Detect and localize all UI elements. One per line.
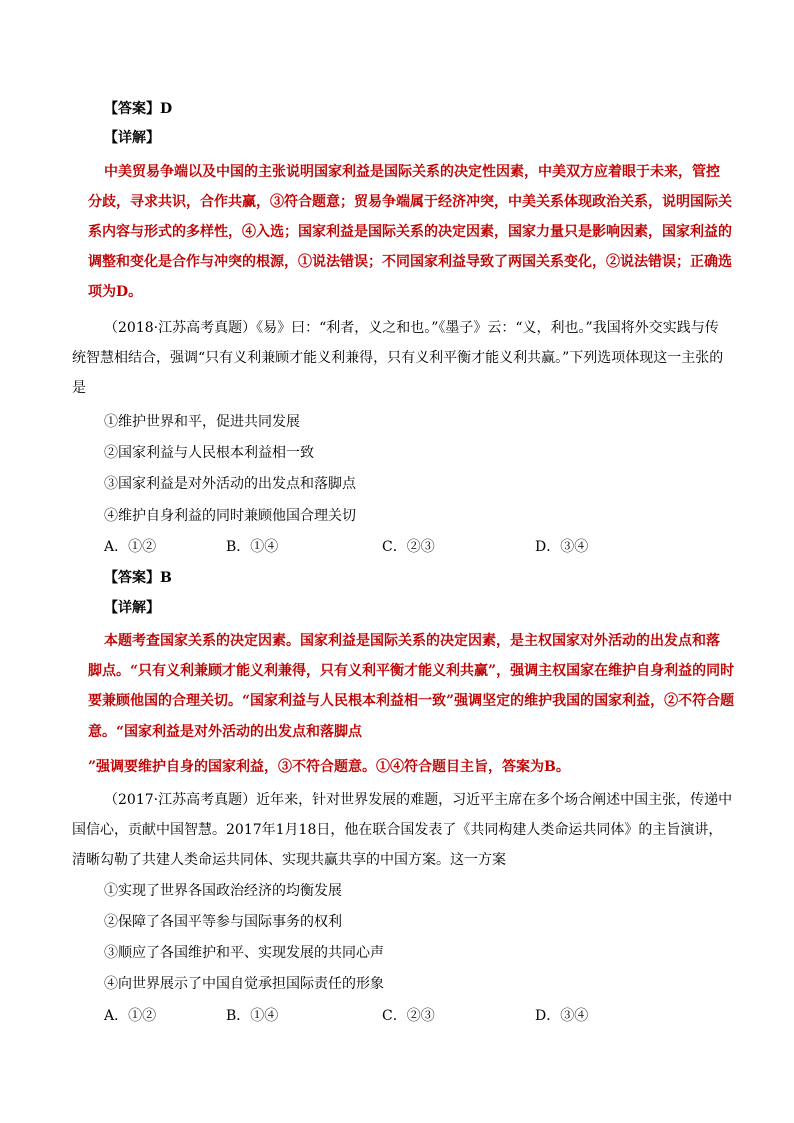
option-c: C．②③	[382, 1008, 435, 1024]
option-b: B．①④	[226, 539, 279, 555]
option-a: A．①②	[104, 539, 157, 555]
option-c: C．②③	[382, 539, 435, 555]
question-item: ②保障了各国平等参与国际事务的权利	[104, 914, 342, 930]
question-stem-line: （2017·江苏高考真题）近年来，针对世界发展的难题，习近平主席在多个场合阐述中国主张，传递中	[104, 792, 733, 808]
answer-line-1	[104, 99, 172, 119]
question-stem-line: 国信心，贡献中国智慧。2017年1月18日，他在联合国发表了《共同构建人类命运共同体》的主旨演讲，	[72, 822, 723, 838]
detail-line: 本题考查国家关系的决定因素。国家利益是国际关系的决定因素，是主权国家对外活动的出发点和落	[104, 633, 720, 649]
answer-line-2	[104, 568, 172, 588]
question-stem-line: 清晰勾勒了共建人类命运共同体、实现共赢共享的中国方案。这一方案	[72, 852, 506, 868]
question-item: ②国家利益与人民根本利益相一致	[104, 445, 314, 461]
answer-value: D	[160, 101, 173, 117]
detail-line: 项为D。	[88, 284, 143, 300]
question-item: ①维护世界和平，促进共同发展	[104, 414, 300, 430]
question-stem-line: 是	[72, 380, 86, 396]
question-item: ③顺应了各国维护和平、实现发展的共同心声	[104, 945, 384, 961]
detail-line: 调整和变化是合作与冲突的根源，①说法错误；不同国家利益导致了两国关系变化，②说法错误；正确选	[88, 254, 732, 270]
detail-line: 意。“国家利益是对外活动的出发点和落脚点	[88, 724, 363, 740]
question-item: ③国家利益是对外活动的出发点和落脚点	[104, 476, 356, 492]
answer-value: B	[160, 570, 172, 586]
detail-line: ”强调要维护自身的国家利益，③不符合题意。①④符合题目主旨，答案为B。	[88, 759, 570, 775]
detail-line: 分歧，寻求共识，合作共赢，③符合题意；贸易争端属于经济冲突，中美关系体现政治关系，说明国际关	[88, 194, 732, 210]
answer-label: 【答案】	[104, 101, 160, 117]
option-d: D．③④	[535, 1008, 589, 1024]
detail-line: 系内容与形式的多样性，④入选；国家利益是国际关系的决定因素，国家力量只是影响因素，国家利益的	[88, 224, 732, 240]
detail-line: 要兼顾他国的合理关切。“国家利益与人民根本利益相一致”强调坚定的维护我国的国家利益，②不符合题	[88, 693, 735, 709]
detail-label: 【详解】	[104, 600, 160, 616]
detail-line: 脚点。“只有义利兼顾才能义利兼得，只有义利平衡才能义利共赢”，强调主权国家在维护自身利益的同时	[88, 663, 735, 679]
answer-label: 【答案】	[104, 570, 160, 586]
question-item: ④维护自身利益的同时兼顾他国合理关切	[104, 508, 356, 524]
option-d: D．③④	[535, 539, 589, 555]
option-a: A．①②	[104, 1008, 157, 1024]
option-b: B．①④	[226, 1008, 279, 1024]
question-stem-line: 统智慧相结合，强调“只有义利兼顾才能义利兼得，只有义利平衡才能义利共赢。”下列选项体现这一主张的	[72, 350, 724, 366]
question-stem-line: （2018·江苏高考真题）《易》曰：“利者，义之和也。”《墨子》云：“义，利也。”我国将外交实践与传	[104, 320, 719, 336]
question-item: ④向世界展示了中国自觉承担国际责任的形象	[104, 976, 384, 992]
detail-line: 中美贸易争端以及中国的主张说明国家利益是国际关系的决定性因素，中美双方应着眼于未来，管控	[104, 164, 720, 180]
question-item: ①实现了世界各国政治经济的均衡发展	[104, 883, 342, 899]
detail-label: 【详解】	[104, 130, 160, 146]
